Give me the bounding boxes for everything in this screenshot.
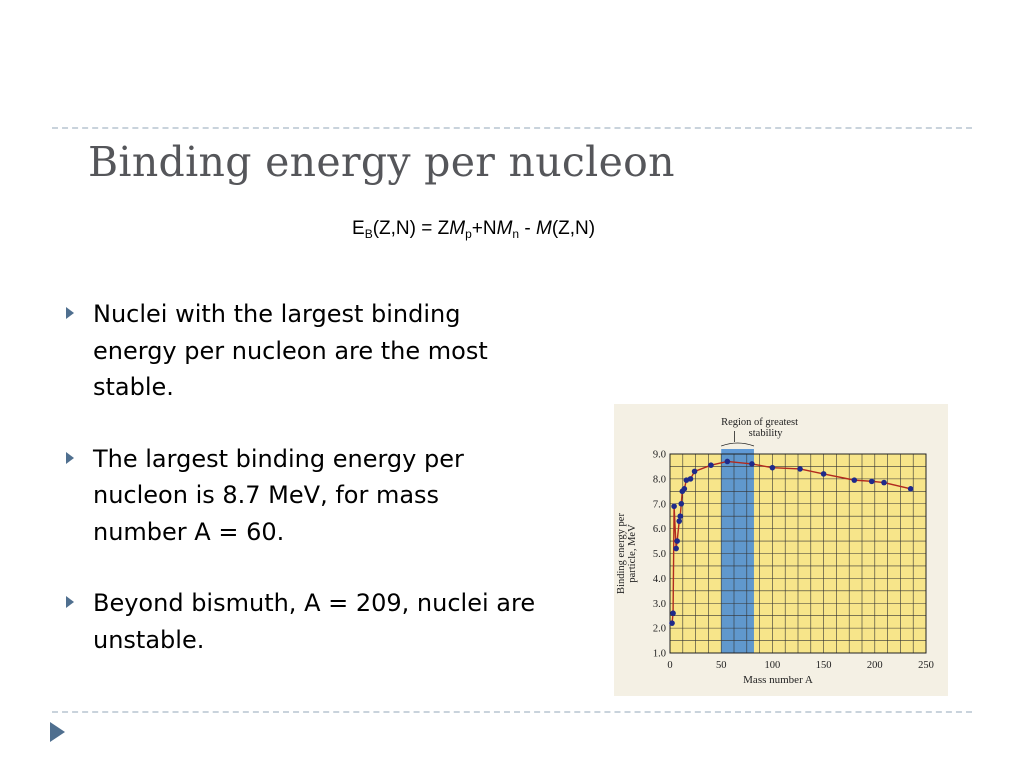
bullet-item (60, 296, 540, 406)
data-point (670, 610, 676, 616)
y-axis-label: particle, MeV (627, 524, 638, 583)
annotation-brace (721, 443, 754, 446)
chart-canvas (614, 404, 948, 696)
bullet-item (60, 585, 540, 658)
slide-title: Binding energy per nucleon (88, 138, 675, 186)
y-tick-label: 6.0 (652, 524, 666, 536)
bullet-arrow-icon (66, 307, 74, 319)
y-tick-label: 8.0 (652, 474, 666, 486)
data-point (821, 471, 827, 477)
x-axis-label: Mass number A (743, 674, 813, 686)
bullet-text: The largest binding energy per nucleon is 8.7 MeV, for mass number A = 60. (93, 444, 464, 546)
data-point (678, 501, 684, 507)
y-tick-label: 1.0 (652, 648, 666, 660)
bullet-list (60, 296, 540, 693)
bullet-arrow-icon (66, 596, 74, 608)
data-point (770, 465, 776, 471)
data-point (669, 620, 675, 626)
data-point (688, 476, 694, 482)
data-point (749, 461, 755, 467)
top-divider (52, 127, 972, 129)
data-point (881, 480, 887, 486)
annotation-label: stability (748, 428, 783, 439)
y-tick-label: 7.0 (652, 499, 666, 511)
y-tick-label: 5.0 (652, 549, 666, 560)
y-tick-label: 3.0 (652, 598, 666, 610)
x-tick-label: 50 (715, 660, 727, 671)
y-axis-label: Binding energy per (616, 513, 627, 594)
binding-energy-chart (614, 404, 948, 696)
bullet-text: Nuclei with the largest binding energy per nucleon are the most stable. (93, 300, 488, 401)
bullet-text: Beyond bismuth, A = 209, nuclei are unstable. (93, 589, 536, 654)
data-point (869, 479, 875, 485)
y-tick-label: 4.0 (652, 573, 666, 585)
binding-energy-formula: $E_B(Z,N) = ZM_p+NM_n - M(Z,N)$ (352, 218, 596, 241)
data-point (852, 477, 858, 483)
x-tick-label: 150 (815, 660, 832, 671)
data-point (677, 513, 683, 519)
data-point (725, 459, 731, 465)
y-tick-label: 2.0 (652, 623, 666, 635)
data-point (708, 462, 714, 468)
data-point (673, 546, 679, 552)
y-tick-label: 9.0 (652, 449, 666, 461)
x-tick-label: 100 (764, 660, 781, 671)
x-tick-label: 250 (918, 660, 934, 671)
stability-band (721, 449, 754, 653)
bullet-arrow-icon (66, 452, 74, 464)
data-point (692, 469, 698, 475)
data-point (676, 518, 682, 524)
data-point (908, 486, 914, 492)
bullet-item (60, 441, 540, 551)
x-tick-label: 0 (667, 660, 673, 671)
data-point (797, 466, 803, 472)
data-point (671, 503, 677, 509)
annotation-label: Region of greatest (721, 417, 799, 428)
data-point (674, 538, 680, 544)
data-point (682, 486, 688, 492)
bottom-divider (52, 711, 972, 713)
x-tick-label: 200 (866, 660, 883, 671)
next-slide-icon[interactable] (50, 722, 65, 742)
